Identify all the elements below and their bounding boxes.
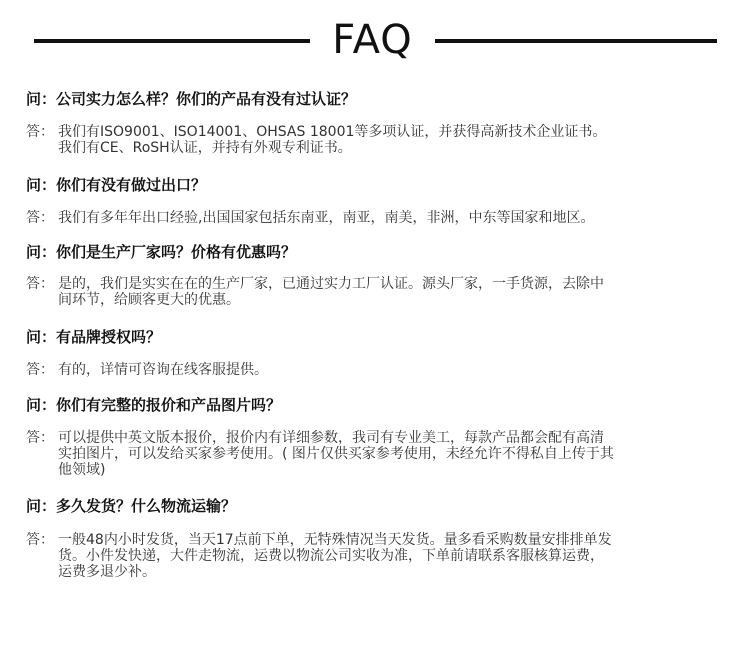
answer <box>26 532 722 580</box>
answer-line: 我们有CE、RoSH认证，并持有外观专利证书。 <box>58 140 352 156</box>
question-text: 你们是生产厂家吗？价格有优惠吗？ <box>56 243 297 261</box>
question-label: 问： <box>26 176 57 194</box>
question <box>26 90 356 108</box>
answer-label: 答： <box>26 362 54 378</box>
answer <box>26 430 722 478</box>
answer <box>26 124 722 156</box>
question-text: 多久发货？什么物流运输？ <box>56 497 237 515</box>
answer-line: 运费多退少补。 <box>58 564 156 580</box>
answer-label: 答： <box>26 430 54 446</box>
answer-line: 有的，详情可咨询在线客服提供。 <box>58 362 268 378</box>
answer <box>26 362 722 378</box>
question <box>26 243 296 261</box>
question-text: 你们有没有做过出口？ <box>56 176 207 194</box>
answer <box>26 276 722 308</box>
question-label: 问： <box>26 328 57 346</box>
question-text: 你们有完整的报价和产品图片吗？ <box>56 396 282 414</box>
answer <box>26 210 722 226</box>
answer-label: 答： <box>26 532 54 548</box>
answer-line: 一般48内小时发货，当天17点前下单，无特殊情况当天发货。量多看采购数量安排排单发 <box>58 532 612 548</box>
answer-line: 我们有多年年出口经验,出国国家包括东南亚，南亚，南美，非洲，中东等国家和地区。 <box>58 210 595 226</box>
answer-line: 他领域) <box>58 462 106 478</box>
question-label: 问： <box>26 396 57 414</box>
answer-label: 答： <box>26 210 54 226</box>
question-text: 公司实力怎么样？你们的产品有没有过认证？ <box>56 90 357 108</box>
answer-label: 答： <box>26 124 54 140</box>
question <box>26 328 161 346</box>
faq-header <box>0 12 750 70</box>
question-label: 问： <box>26 243 57 261</box>
question <box>26 497 236 515</box>
header-rule-left <box>34 39 310 43</box>
answer-line: 货。小件发快递，大件走物流，运费以物流公司实收为准，下单前请联系客服核算运费， <box>58 548 604 564</box>
page-title: FAQ <box>332 17 413 63</box>
question <box>26 396 281 414</box>
answer-line: 实拍图片，可以发给买家参考使用。( 图片仅供买家参考使用，未经允许不得私自上传于其 <box>58 446 614 462</box>
answer-line: 我们有ISO9001、ISO14001、OHSAS 18001等多项认证，并获得高新技术企业证书。 <box>58 124 607 140</box>
answer-label: 答： <box>26 276 54 292</box>
question-label: 问： <box>26 90 57 108</box>
answer-line: 是的，我们是实实在在的生产厂家，已通过实力工厂认证。源头厂家，一手货源，去除中 <box>58 276 604 292</box>
question-text: 有品牌授权吗？ <box>56 328 162 346</box>
question-label: 问： <box>26 497 57 515</box>
answer-line: 间环节，给顾客更大的优惠。 <box>58 292 240 308</box>
answer-line: 可以提供中英文版本报价，报价内有详细参数，我司有专业美工，每款产品都会配有高清 <box>58 430 604 446</box>
question <box>26 176 206 194</box>
header-rule-right <box>435 39 717 43</box>
